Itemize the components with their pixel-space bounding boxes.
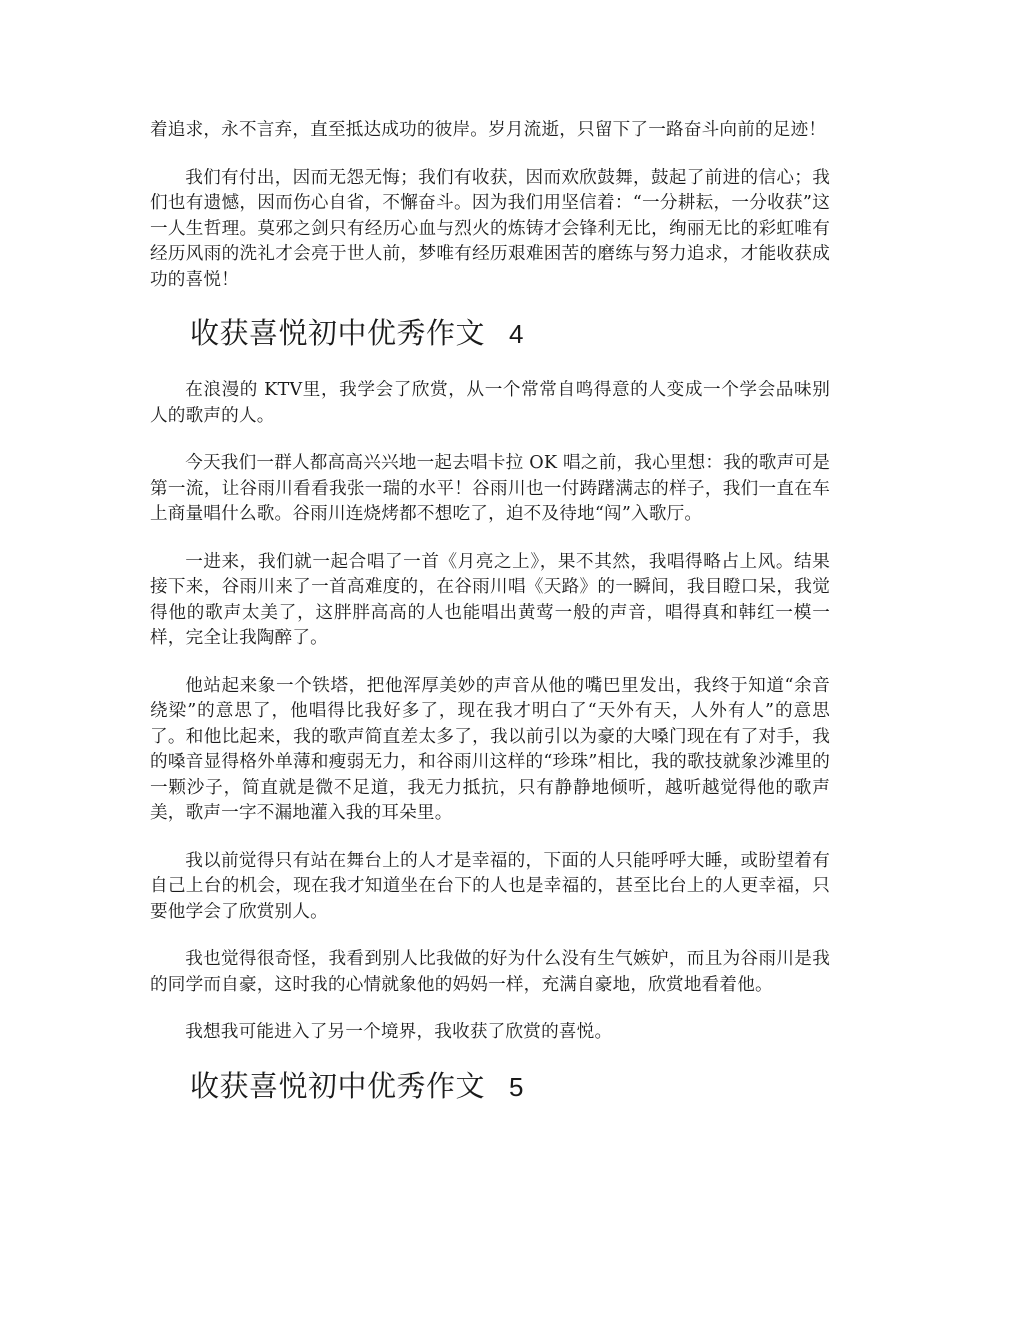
section-number: 5: [509, 1071, 524, 1102]
paragraph: 一进来，我们就一起合唱了一首《月亮之上》，果不其然，我唱得略占上风。结果接下来，谷雨川来了一首高难度的，在谷雨川唱《天路》的一瞬间，我目瞪口呆，我觉得他的歌声太美了，这胖胖高高的人也能唱出黄莺一般的声音，唱得真和韩红一模一样，完全让我陶醉了。: [150, 551, 830, 648]
paragraph: 他站起来象一个铁塔，把他浑厚美妙的声音从他的嘴巴里发出，我终于知道“余音绕梁”的意思了，他唱得比我好多了，现在我才明白了“天外有天，人外有人”的意思了。和他比起来，我的歌声简直差太多了，我以前引以为豪的大嗓门现在有了对手，我的嗓音显得格外单薄和瘦弱无力，和谷雨川这样的“珍珠”相比，我的歌技就象沙滩里的一颗沙子，简直就是微不足道，我无力抵抗，只有静静地倾听，越听越觉得他的歌声美，歌声一字不漏地灌入我的耳朵里。: [150, 675, 830, 823]
paragraph: 在浪漫的 KTV里，我学会了欣赏，从一个常常自鸣得意的人变成一个学会品味别人的歌声的人。: [150, 380, 830, 426]
paragraph: 着追求，永不言弃，直至抵达成功的彼岸。岁月流逝，只留下了一路奋斗向前的足迹！: [150, 120, 827, 140]
document-page: [150, 118, 830, 1131]
paragraph: 我也觉得很奇怪，我看到别人比我做的好为什么没有生气嫉妒，而且为谷雨川是我的同学而自豪，这时我的心情就象他的妈妈一样，充满自豪地，欣赏地看着他。: [150, 949, 830, 995]
paragraph: 我们有付出，因而无怨无悔；我们有收获，因而欢欣鼓舞，鼓起了前进的信心；我们也有遗憾，因而伤心自省，不懈奋斗。因为我们用坚信着：“一分耕耘，一分收获”这一人生哲理。莫邪之剑只有经历心血与烈火的炼铸才会锋利无比，绚丽无比的彩虹唯有经历风雨的洗礼才会亮于世人前，梦唯有经历艰难困苦的磨练与努力追求，才能收获成功的喜悦！: [150, 167, 830, 290]
section-title: 收获喜悦初中优秀作文: [190, 1068, 486, 1103]
paragraph: 我想我可能进入了另一个境界，我收获了欣赏的喜悦。: [185, 1022, 613, 1042]
paragraph: 今天我们一群人都高高兴兴地一起去唱卡拉 OK 唱之前，我心里想：我的歌声可是第一流，让谷雨川看看我张一瑞的水平！谷雨川也一付踌躇满志的样子，我们一直在车上商量唱什么歌。谷雨川连烧烤都不想吃了，迫不及待地“闯”入歌厅。: [150, 453, 830, 524]
section-title: 收获喜悦初中优秀作文: [190, 316, 486, 350]
section-number: 4: [509, 319, 524, 349]
paragraph: 我以前觉得只有站在舞台上的人才是幸福的，下面的人只能呼呼大睡，或盼望着有自己上台的机会，现在我才知道坐在台下的人也是幸福的，甚至比台上的人更幸福，只要他学会了欣赏别人。: [150, 850, 830, 922]
section-heading-4: [190, 315, 830, 352]
section-heading-5: [190, 1068, 830, 1105]
